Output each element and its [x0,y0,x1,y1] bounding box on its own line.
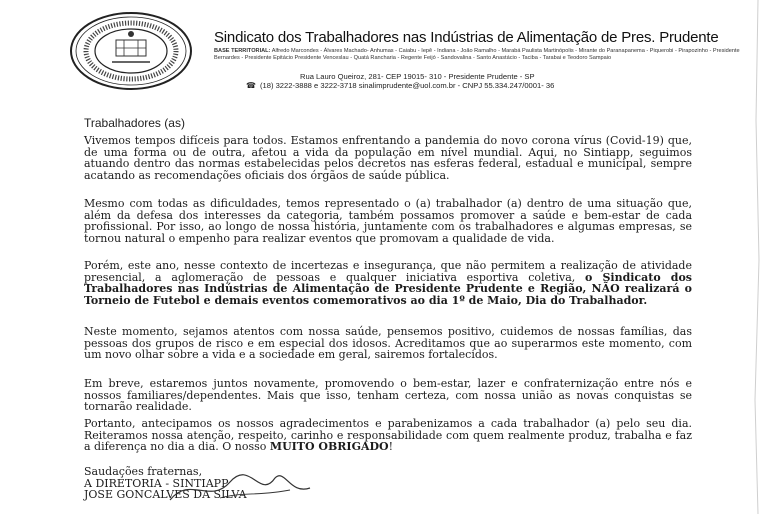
directorate: A DIRETORIA - SINTIAPP [84,476,229,490]
contact-details: (18) 3222-3888 e 3222-3718 sinalimprudente@uol.com.br - CNPJ 55.334.247/0001- 36 [259,81,555,90]
contact-line [246,81,554,90]
paragraph-2: Mesmo com todas as dificuldades, temos representado o (a) trabalhador (a) dentro de uma situação que, além da defesa dos interesses da categoria, também possamos promover a saúde e bem-estar de cada profissional. Por isso, ao longo de nossa história, juntamente com os trabalhadores e algumas empresas, se tornou natural o empenho para realizar eventos que promovam a qualidade de vida. [84,197,692,245]
paragraph-1: Vivemos tempos difíceis para todos. Estamos enfrentando a pandemia do novo corona vírus (Covid-19) que, de uma forma ou de outra, afetou a vida da população em nível mundial. Aqui, no Sintiapp, seguimos atuando dentro das normas estabelecidas pelos decretos nas esferas federal, estadual e municipal, sempre acatando as recomendações oficiais dos órgãos de saúde pública. [84,134,692,182]
paragraph-6-end: ! [388,440,394,454]
signature-scribble [160,470,320,510]
paragraph-5: Em breve, estaremos juntos novamente, promovendo o bem-estar, lazer e confraternização entre nós e nossos familiares/dependentes. Mais que isso, tenham certeza, com nossa união as novas conquistas se tornarão realidade. [84,377,692,414]
address: Rua Lauro Queiroz, 281- CEP 19015- 310 - Presidente Prudente - SP [300,72,535,81]
paragraph-6 [84,418,692,453]
paragraph-4: Neste momento, sejamos atentos com nossa saúde, pensemos positivo, cuidemos de nossas famílias, das pessoas dos grupos de risco e em especial dos idosos. Acreditamos que ao superarmos este momento, com um novo olhar sobre a vida e a sociedade em geral, sairemos fortalecidos. [84,325,692,362]
organization-name: Sindicato dos Trabalhadores nas Indústrias de Alimentação de Pres. Prudente [214,29,719,46]
base-cities: Alfredo Marcondes - Álvares Machado- Anhumas - Caiabu - Iepê - Indiana - João Ramalho - Marabá Paulista Martinópolis - Mirante do Paranapanema - Piquerobi - Pirapozinho - Presidente Bernardes - Presidente Epitácio Presidente Venceslau - Quatá Rancharia - Regente Feijó - Sandovalina - Santo Anastácio - Taciba - Tarabai e Teodoro Sampaio [214,48,740,61]
scan-edge-mark [740,0,770,514]
paragraph-3 [84,260,692,306]
paragraph-6-text: Portanto, antecipamos os nossos agradecimentos e parabenizamos a cada trabalhador (a) pelo seu dia. Reiteramos nossa atenção, respeito, carinho e responsabilidade com quem realmente produz, trabalha e faz a diferença no dia a dia. O nosso [84,417,692,454]
paragraph-3-text: Porém, este ano, nesse contexto de incertezas e insegurança, que não permitem a realização de atividade presencial, a aglomeração de pessoas e qualquer iniciativa esportiva coletiva, [84,259,692,284]
signer-name: JOSE GONCALVES DA SILVA [84,488,247,502]
greeting: Trabalhadores (as) [84,116,185,130]
union-seal-icon [66,10,196,92]
territorial-base [214,48,754,62]
telephone-icon: ☎ [246,81,256,90]
paragraph-6-bold: MUITO OBRIGADO [269,440,389,454]
paragraph-3-bold: o Sindicato dos Trabalhadores nas Indústrias de Alimentação de Presidente Prudente e Região, NÃO realizará o Torneio de Futebol e demais eventos comemorativos ao dia 1º de Maio, Dia do Trabalhador. [84,270,692,307]
base-label: BASE TERRITORIAL: [214,48,271,54]
salutation: Saudações fraternas, [84,465,203,478]
